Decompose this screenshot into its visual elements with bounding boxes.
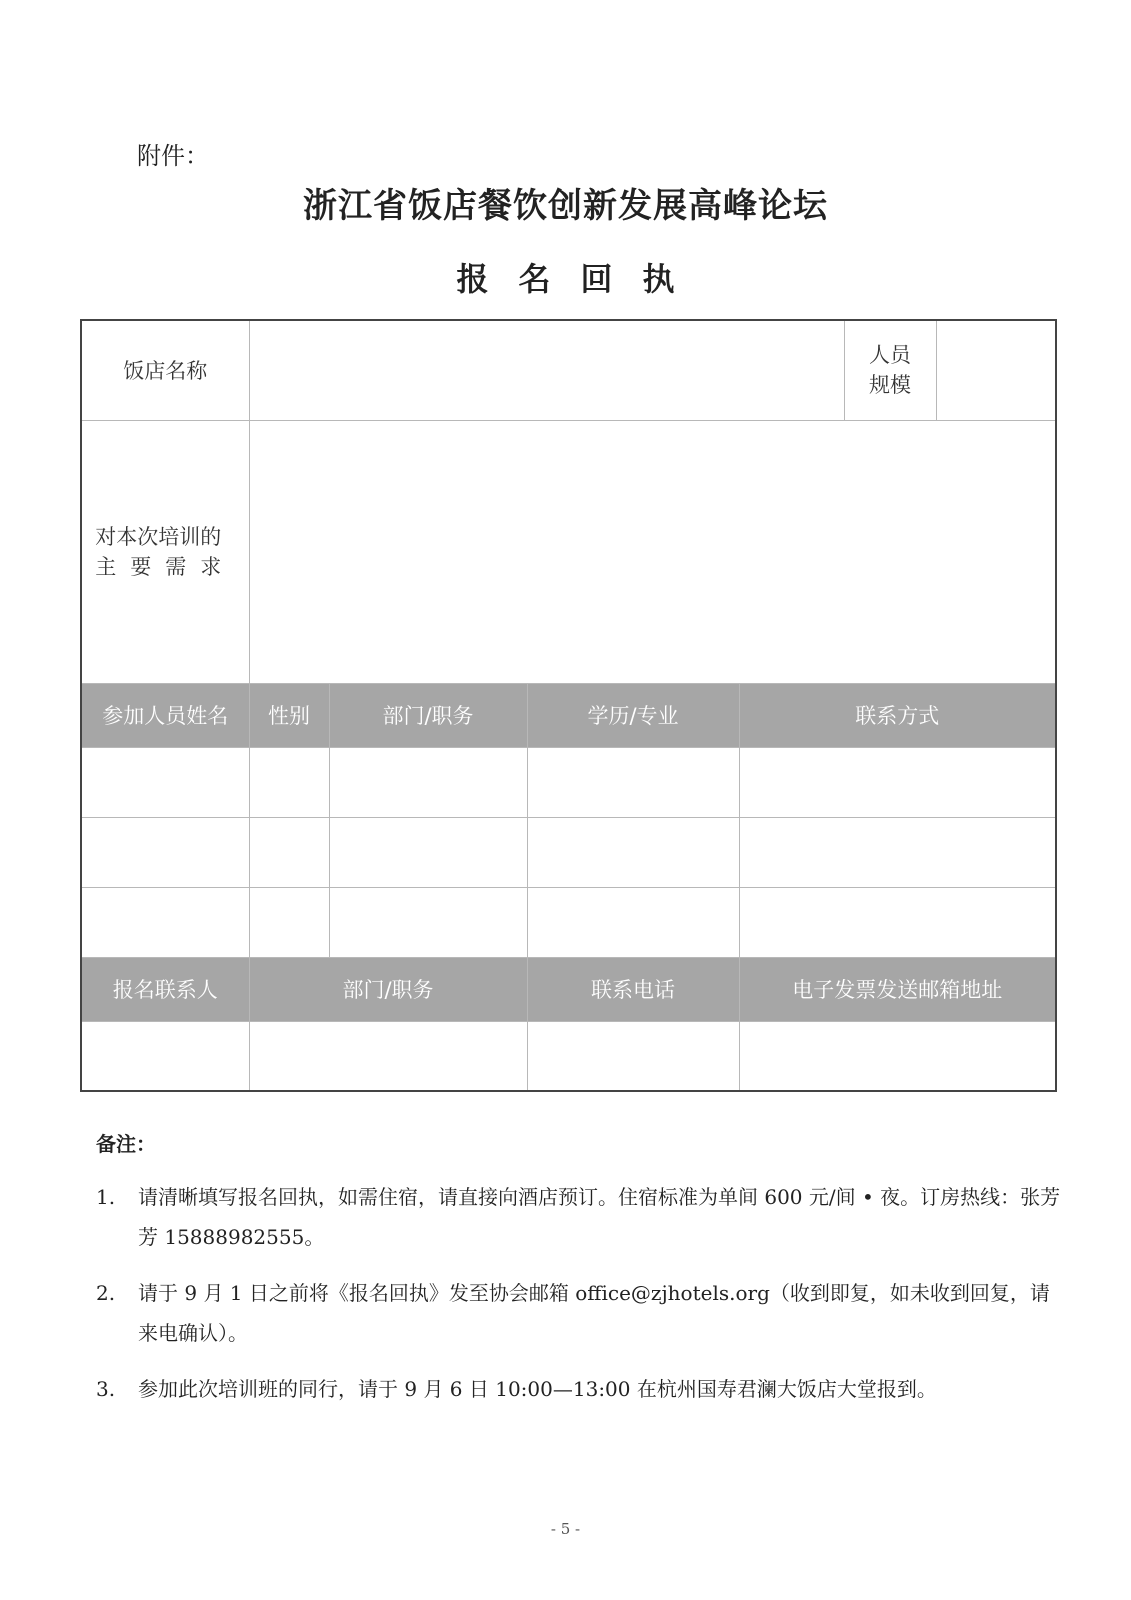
- page-number: - 5 -: [550, 1520, 581, 1538]
- participant-dept-cell[interactable]: [329, 747, 527, 817]
- note-text: 请清晰填写报名回执，如需住宿，请直接向酒店预订。住宿标准为单间 600 元/间 • 夜。订房热线：张芳芳 15888982555。: [138, 1185, 1061, 1249]
- note-number: 3.: [96, 1377, 116, 1401]
- participants-header-row: [81, 683, 1056, 747]
- participant-dept-header: 部门/职务: [329, 683, 527, 747]
- registration-form-table: [80, 319, 1057, 1092]
- participant-education-header: 学历/专业: [527, 683, 739, 747]
- participant-name-cell[interactable]: [81, 817, 249, 887]
- contact-person-cell[interactable]: [81, 1021, 249, 1091]
- participant-name-cell[interactable]: [81, 747, 249, 817]
- participant-gender-cell[interactable]: [249, 747, 329, 817]
- participant-gender-cell[interactable]: [249, 887, 329, 957]
- note-text: 参加此次培训班的同行，请于 9 月 6 日 10:00—13:00 在杭州国寿君澜大饭店大堂报到。: [138, 1377, 937, 1401]
- contact-person-header: 报名联系人: [81, 957, 249, 1021]
- staff-size-label-line2: 规模: [869, 373, 911, 398]
- needs-field[interactable]: [249, 420, 1056, 683]
- note-text: 请于 9 月 1 日之前将《报名回执》发至协会邮箱 office@zjhotels.org（收到即复，如未收到回复，请来电确认）。: [138, 1281, 1050, 1345]
- contact-phone-header: 联系电话: [527, 957, 739, 1021]
- needs-label-line2: 主要需求: [95, 554, 236, 579]
- participant-gender-cell[interactable]: [249, 817, 329, 887]
- participant-name-cell[interactable]: [81, 887, 249, 957]
- participant-contact-header: 联系方式: [739, 683, 1056, 747]
- participant-contact-cell[interactable]: [739, 747, 1056, 817]
- participant-name-header: 参加人员姓名: [81, 683, 249, 747]
- participant-contact-cell[interactable]: [739, 887, 1056, 957]
- staff-size-label-line1: 人员: [869, 343, 911, 368]
- hotel-name-label: 饭店名称: [81, 320, 249, 420]
- needs-row: [81, 420, 1056, 683]
- participant-gender-header: 性别: [249, 683, 329, 747]
- page-title: 浙江省饭店餐饮创新发展高峰论坛: [303, 186, 828, 226]
- contact-phone-cell[interactable]: [527, 1021, 739, 1091]
- participant-row: [81, 887, 1056, 957]
- participant-row: [81, 747, 1056, 817]
- staff-size-field[interactable]: [936, 320, 1056, 420]
- contact-email-cell[interactable]: [739, 1021, 1056, 1091]
- contact-header-row: [81, 957, 1056, 1021]
- note-item: [96, 1177, 1066, 1257]
- needs-label-line1: 对本次培训的: [95, 524, 222, 549]
- participant-row: [81, 817, 1056, 887]
- needs-label: [81, 420, 249, 683]
- participant-education-cell[interactable]: [527, 747, 739, 817]
- note-item: [96, 1369, 1066, 1409]
- contact-row: [81, 1021, 1056, 1091]
- contact-email-header: 电子发票发送邮箱地址: [739, 957, 1056, 1021]
- participant-dept-cell[interactable]: [329, 817, 527, 887]
- participant-education-cell[interactable]: [527, 887, 739, 957]
- note-number: 1.: [96, 1185, 116, 1209]
- participant-education-cell[interactable]: [527, 817, 739, 887]
- note-item: [96, 1273, 1066, 1353]
- notes-title: 备注：: [96, 1132, 156, 1156]
- attachment-label: 附件：: [137, 142, 209, 170]
- participant-dept-cell[interactable]: [329, 887, 527, 957]
- notes-section: [96, 1128, 1066, 1425]
- hotel-name-row: [81, 320, 1056, 420]
- contact-dept-cell[interactable]: [249, 1021, 527, 1091]
- participant-contact-cell[interactable]: [739, 817, 1056, 887]
- staff-size-label: [844, 320, 936, 420]
- note-number: 2.: [96, 1281, 116, 1305]
- page-subtitle: 报名回执: [456, 260, 705, 298]
- hotel-name-field[interactable]: [249, 320, 844, 420]
- contact-dept-header: 部门/职务: [249, 957, 527, 1021]
